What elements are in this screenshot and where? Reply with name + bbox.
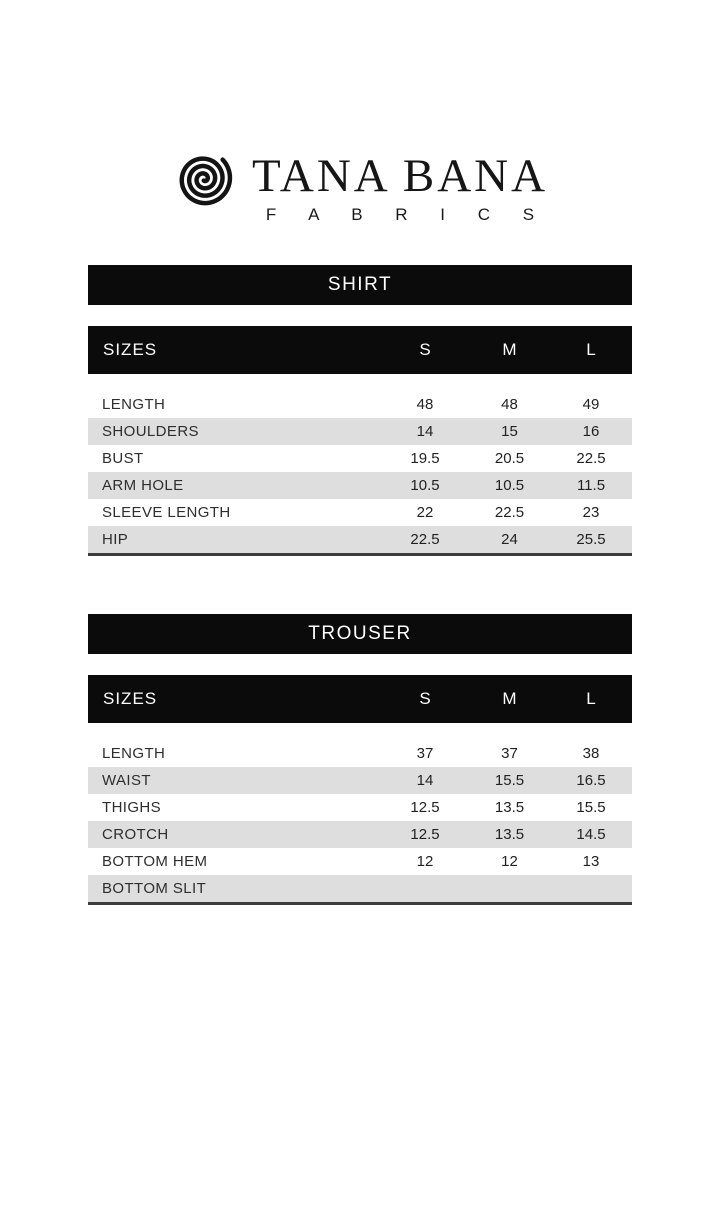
size-chart-page (88, 146, 632, 905)
table-row (88, 794, 632, 821)
size-value: 12 (416, 853, 434, 870)
size-value: 37 (501, 745, 518, 762)
table-row (88, 499, 632, 526)
column-head-s: S (419, 689, 431, 708)
trouser-title: TROUSER (308, 623, 412, 644)
size-value: 15.5 (576, 799, 606, 816)
size-value: 48 (416, 396, 434, 413)
size-value: 15 (501, 423, 518, 440)
size-value: 12 (501, 853, 518, 870)
sizes-label: SIZES (103, 340, 158, 359)
trouser-rows (88, 740, 632, 905)
measurement-label: BUST (102, 450, 144, 467)
trouser-title-bar (88, 614, 632, 654)
table-row (88, 526, 632, 553)
size-value: 12.5 (410, 826, 440, 843)
shirt-title-bar (88, 265, 632, 305)
shirt-title: SHIRT (327, 274, 393, 295)
column-head-s: S (419, 340, 431, 359)
measurement-label: CROTCH (102, 826, 169, 843)
size-value: 14.5 (576, 826, 606, 843)
size-value: 14 (416, 772, 434, 789)
measurement-label: SLEEVE LENGTH (102, 504, 231, 521)
shirt-header-row (88, 326, 632, 374)
measurement-label: ARM HOLE (102, 477, 184, 494)
column-head-l: L (586, 340, 596, 359)
brand-name: TANA BANA (251, 149, 549, 202)
size-value: 37 (416, 745, 434, 762)
size-value: 12.5 (410, 799, 440, 816)
brand-logo (88, 146, 632, 228)
column-head-m: M (502, 340, 517, 359)
table-row (88, 472, 632, 499)
size-value: 11.5 (576, 477, 606, 494)
size-value: 13 (582, 853, 600, 870)
measurement-label: LENGTH (102, 745, 166, 762)
size-value: 13.5 (494, 826, 525, 843)
size-value: 49 (582, 396, 600, 413)
measurement-label: HIP (102, 531, 129, 548)
table-row (88, 418, 632, 445)
size-value: 38 (582, 745, 600, 762)
size-value: 10.5 (410, 477, 440, 494)
size-value: 19.5 (410, 450, 440, 467)
size-value: 22.5 (494, 504, 525, 521)
brand-subtitle: F A B R I C S (265, 204, 549, 224)
table-row (88, 848, 632, 875)
measurement-label: WAIST (102, 772, 151, 789)
measurement-label: LENGTH (102, 396, 166, 413)
measurement-label: SHOULDERS (102, 423, 199, 440)
column-head-l: L (586, 689, 596, 708)
measurement-label: THIGHS (102, 799, 162, 816)
table-row (88, 875, 632, 902)
size-value: 25.5 (576, 531, 606, 548)
shirt-rows (88, 391, 632, 556)
measurement-label: BOTTOM HEM (102, 853, 208, 870)
trouser-size-table (88, 614, 632, 905)
table-row (88, 821, 632, 848)
measurement-label: BOTTOM SLIT (102, 880, 207, 897)
size-value: 10.5 (494, 477, 525, 494)
trouser-header-row (88, 675, 632, 723)
table-row (88, 740, 632, 767)
size-value: 24 (501, 531, 518, 548)
table-row (88, 445, 632, 472)
size-value: 13.5 (494, 799, 525, 816)
size-value: 23 (582, 504, 600, 521)
sizes-label: SIZES (103, 689, 158, 708)
size-value: 48 (501, 396, 518, 413)
size-value: 14 (416, 423, 434, 440)
spiral-logo-icon (172, 147, 236, 211)
size-value: 16.5 (576, 772, 606, 789)
size-value: 20.5 (494, 450, 525, 467)
column-head-m: M (502, 689, 517, 708)
size-value: 15.5 (494, 772, 525, 789)
brand-text (252, 150, 548, 225)
table-row (88, 391, 632, 418)
size-value: 16 (582, 423, 600, 440)
shirt-size-table (88, 265, 632, 556)
size-value: 22.5 (410, 531, 440, 548)
size-value: 22.5 (576, 450, 606, 467)
table-row (88, 767, 632, 794)
size-value: 22 (416, 504, 434, 521)
